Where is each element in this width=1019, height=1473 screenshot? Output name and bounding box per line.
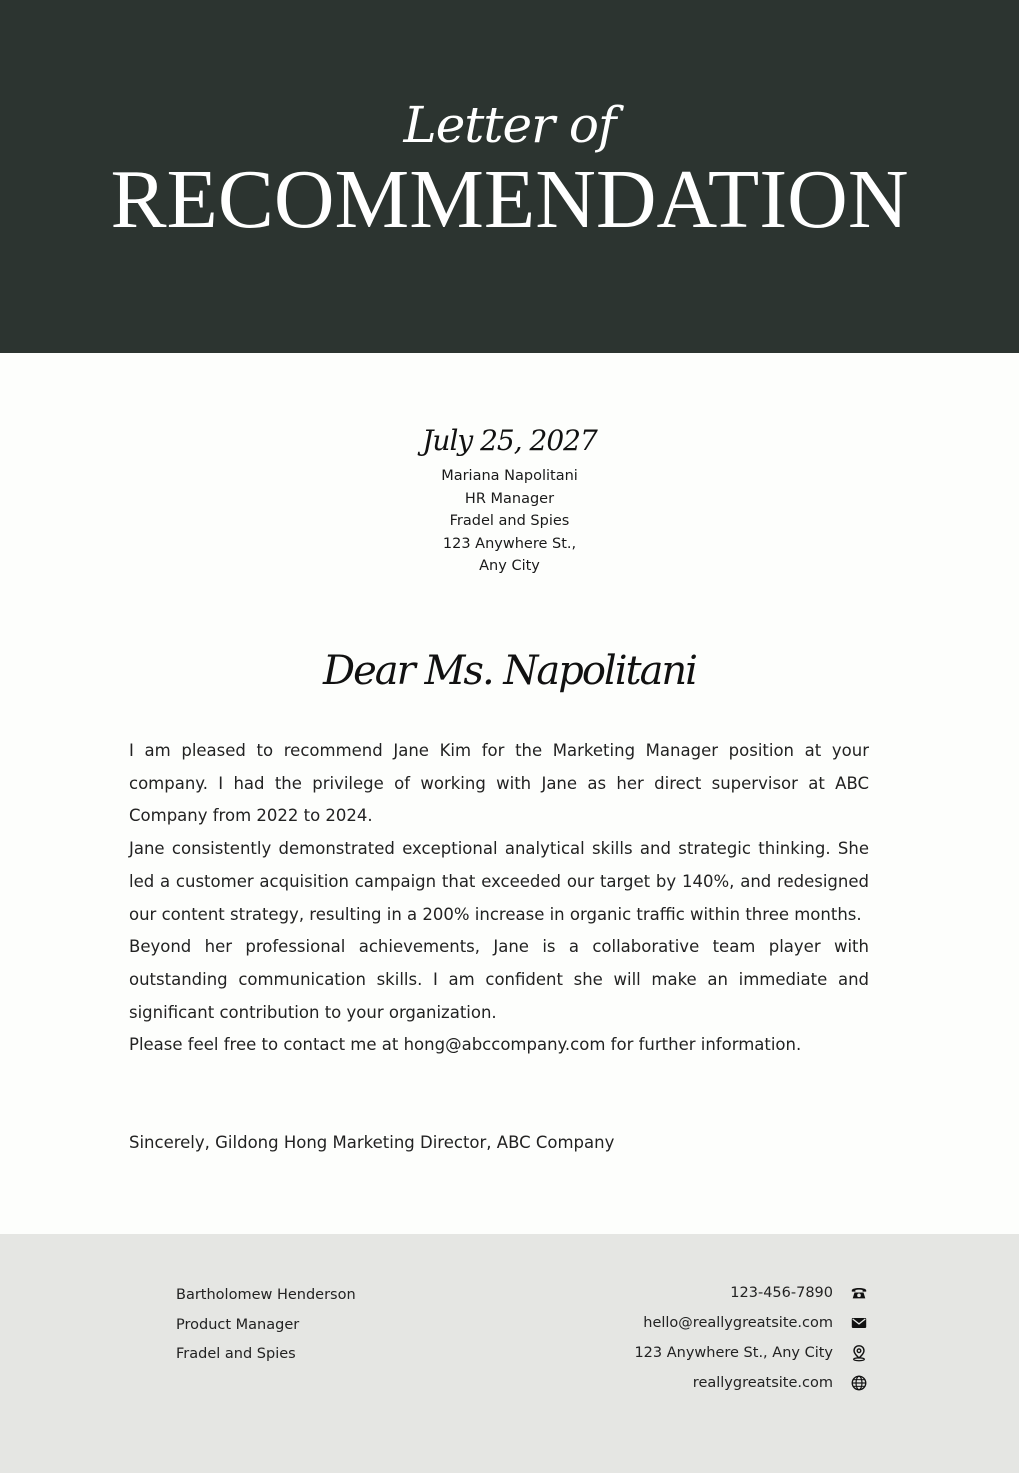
recipient-block bbox=[0, 465, 1019, 578]
sender-block bbox=[176, 1282, 356, 1371]
body-paragraph: I am pleased to recommend Jane Kim for the Marketing Manager position at your company. I had the privilege of working with Jane as her direct supervisor at ABC Company from 2022 to 2024. bbox=[129, 741, 869, 826]
body-paragraph: Jane consistently demonstrated exceptional analytical skills and strategic thinking. She led a customer acquisition campaign that exceeded our target by 140%, and redesigned our content strategy, resulting in a 200% increase in organic traffic within three months. bbox=[129, 839, 869, 924]
header-main-title: RECOMMENDATION bbox=[110, 153, 909, 246]
recipient-name: Mariana Napolitani bbox=[441, 468, 578, 484]
contact-email bbox=[643, 1311, 868, 1335]
letter-body bbox=[129, 735, 869, 1062]
contact-phone bbox=[730, 1281, 868, 1305]
sender-title: Product Manager bbox=[176, 1316, 300, 1333]
contact-website bbox=[693, 1371, 868, 1395]
mail-icon bbox=[850, 1314, 868, 1332]
recipient-address: 123 Anywhere St., bbox=[442, 535, 577, 552]
contact-website-text: reallygreatsite.com bbox=[692, 1375, 833, 1391]
salutation: Dear Ms. Napolitani bbox=[323, 648, 696, 694]
location-pin-icon bbox=[850, 1344, 868, 1362]
sender-name: Bartholomew Henderson bbox=[176, 1287, 356, 1303]
phone-icon bbox=[850, 1284, 868, 1302]
letter-date: July 25, 2027 bbox=[422, 424, 597, 457]
body-paragraph: Beyond her professional achievements, Jane is a collaborative team player with outstanding communication skills. I am confident she will make an immediate and significant contribution to your organization. bbox=[129, 937, 869, 1022]
recipient-city: Any City bbox=[479, 558, 540, 574]
recipient-company: Fradel and Spies bbox=[449, 513, 570, 529]
recipient-title: HR Manager bbox=[464, 490, 555, 507]
header-banner bbox=[0, 0, 1019, 353]
body-paragraph: Please feel free to contact me at hong@abccompany.com for further information. bbox=[129, 1035, 802, 1055]
sender-company: Fradel and Spies bbox=[176, 1346, 296, 1362]
contact-phone-text: 123-456-7890 bbox=[730, 1285, 833, 1301]
contact-address-text: 123 Anywhere St., Any City bbox=[634, 1345, 833, 1361]
contact-address bbox=[634, 1341, 868, 1365]
contact-email-text: hello@reallygreatsite.com bbox=[643, 1315, 833, 1331]
header-script-title: Letter of bbox=[403, 96, 616, 154]
letter-closing: Sincerely, Gildong Hong Marketing Director, ABC Company bbox=[129, 1133, 615, 1152]
globe-icon bbox=[850, 1374, 868, 1392]
